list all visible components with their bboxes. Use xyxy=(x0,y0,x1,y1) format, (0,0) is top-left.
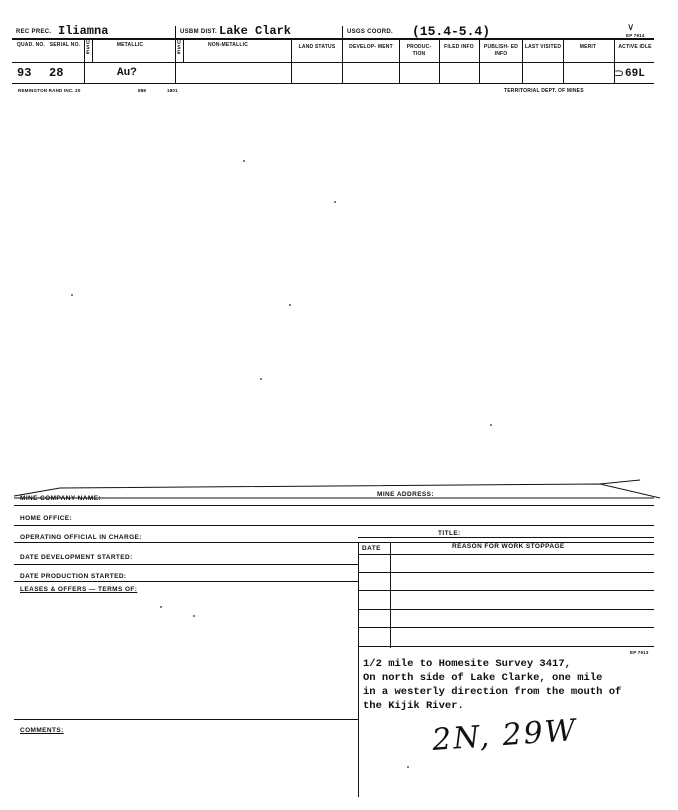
table-rule xyxy=(358,572,654,573)
reason-column-header: REASON FOR WORK STOPPAGE xyxy=(452,543,565,550)
card-edge xyxy=(0,474,678,500)
col-filed-info: FILED INFO xyxy=(444,44,474,50)
col-active-idle: ACTIVE IDLE xyxy=(618,44,652,50)
form-rule xyxy=(358,537,654,538)
col-serial-no: SERIAL NO. xyxy=(49,42,81,48)
col-land-status: LAND STATUS xyxy=(298,44,336,50)
printer-code-b: 1801 xyxy=(167,88,178,93)
cell-active-idle: 69L xyxy=(625,68,645,80)
rec-prec-label: REC PREC. xyxy=(16,29,52,35)
table-divider xyxy=(358,542,359,797)
col-divider xyxy=(399,40,400,84)
table-rule xyxy=(358,590,654,591)
col-divider xyxy=(92,40,93,62)
handwritten-township: 2N, 29W xyxy=(430,712,579,759)
speck xyxy=(160,606,162,608)
form-rule xyxy=(14,525,654,526)
note-line: On north side of Lake Clarke, one mile xyxy=(363,672,603,684)
col-use-2: U S E xyxy=(177,40,181,56)
col-divider xyxy=(183,40,184,62)
title-label: TITLE: xyxy=(438,530,461,537)
col-merit: MERIT xyxy=(579,44,597,50)
rec-prec-value: Iliamna xyxy=(58,24,109,38)
operating-official-label: OPERATING OFFICIAL IN CHARGE: xyxy=(20,534,142,541)
table-rule xyxy=(358,646,654,647)
usbm-dist-label: USBM DIST. xyxy=(180,29,218,35)
home-office-label: HOME OFFICE: xyxy=(20,515,73,522)
comments-label: COMMENTS: xyxy=(20,727,64,734)
location-note xyxy=(363,657,663,713)
form-rule xyxy=(14,564,358,565)
top-rule-2 xyxy=(12,39,654,40)
check-mark-icon: ∨ xyxy=(627,22,635,33)
col-divider xyxy=(439,40,440,84)
note-line: the Kijik River. xyxy=(363,700,464,712)
mine-address-label: MINE ADDRESS: xyxy=(377,491,434,498)
col-divider xyxy=(479,40,480,84)
usbm-dist-value: Lake Clark xyxy=(219,24,292,38)
date-production-label: DATE PRODUCTION STARTED: xyxy=(20,573,127,580)
printer-line: REMINGTON RAND INC. 20 xyxy=(18,88,81,93)
row-rule xyxy=(12,62,654,63)
usgs-coord-label: USGS COORD. xyxy=(347,29,393,35)
col-use-1: U S E xyxy=(86,40,90,56)
col-quad-no: QUAD. NO. xyxy=(16,42,46,48)
mine-company-name-label: MINE COMPANY NAME: xyxy=(20,495,101,502)
cell-metallic: Au? xyxy=(117,67,137,79)
col-production: PRODUC- TION xyxy=(406,44,432,57)
speck xyxy=(334,201,336,203)
row-rule xyxy=(12,83,654,84)
table-divider xyxy=(390,542,391,648)
speck xyxy=(289,304,291,306)
speck xyxy=(193,615,195,617)
form-rule xyxy=(14,581,358,582)
leases-offers-label: LEASES & OFFERS — TERMS OF: xyxy=(20,586,138,593)
table-rule xyxy=(358,627,654,628)
col-divider xyxy=(522,40,523,84)
agency-line: TERRITORIAL DEPT. OF MINES xyxy=(504,88,584,94)
table-rule xyxy=(358,609,654,610)
note-line: 1/2 mile to Homesite Survey 3417, xyxy=(363,658,571,670)
hook-mark-icon: ⊃ xyxy=(614,66,625,80)
col-divider xyxy=(342,26,343,84)
date-column-header: DATE xyxy=(362,545,381,552)
note-line: in a westerly direction from the mouth of xyxy=(363,686,622,698)
col-published-info: PUBLISH- ED INFO xyxy=(483,44,519,57)
col-last-visited: LAST VISITED xyxy=(524,44,562,50)
printer-code-a: 888 xyxy=(138,88,147,93)
usgs-coord-value: (15.4-5.4) xyxy=(412,24,491,39)
cell-serial-no: 28 xyxy=(49,66,64,80)
form-code-top: EP 7914 xyxy=(626,33,645,38)
form-rule xyxy=(14,719,358,720)
speck xyxy=(490,424,492,426)
table-rule xyxy=(358,554,654,555)
col-divider xyxy=(563,40,564,84)
col-divider xyxy=(291,40,292,84)
speck xyxy=(243,160,245,162)
speck xyxy=(71,294,73,296)
col-metallic: METALLIC xyxy=(116,42,144,48)
speck xyxy=(260,378,262,380)
date-development-label: DATE DEVELOPMENT STARTED: xyxy=(20,554,133,561)
speck xyxy=(407,766,409,768)
cell-quad-no: 93 xyxy=(17,66,32,80)
form-rule xyxy=(14,505,654,506)
form-code-bottom: EP 7913 xyxy=(630,650,649,655)
col-non-metallic: NON-METALLIC xyxy=(207,42,249,48)
col-development: DEVELOP- MENT xyxy=(349,44,393,50)
